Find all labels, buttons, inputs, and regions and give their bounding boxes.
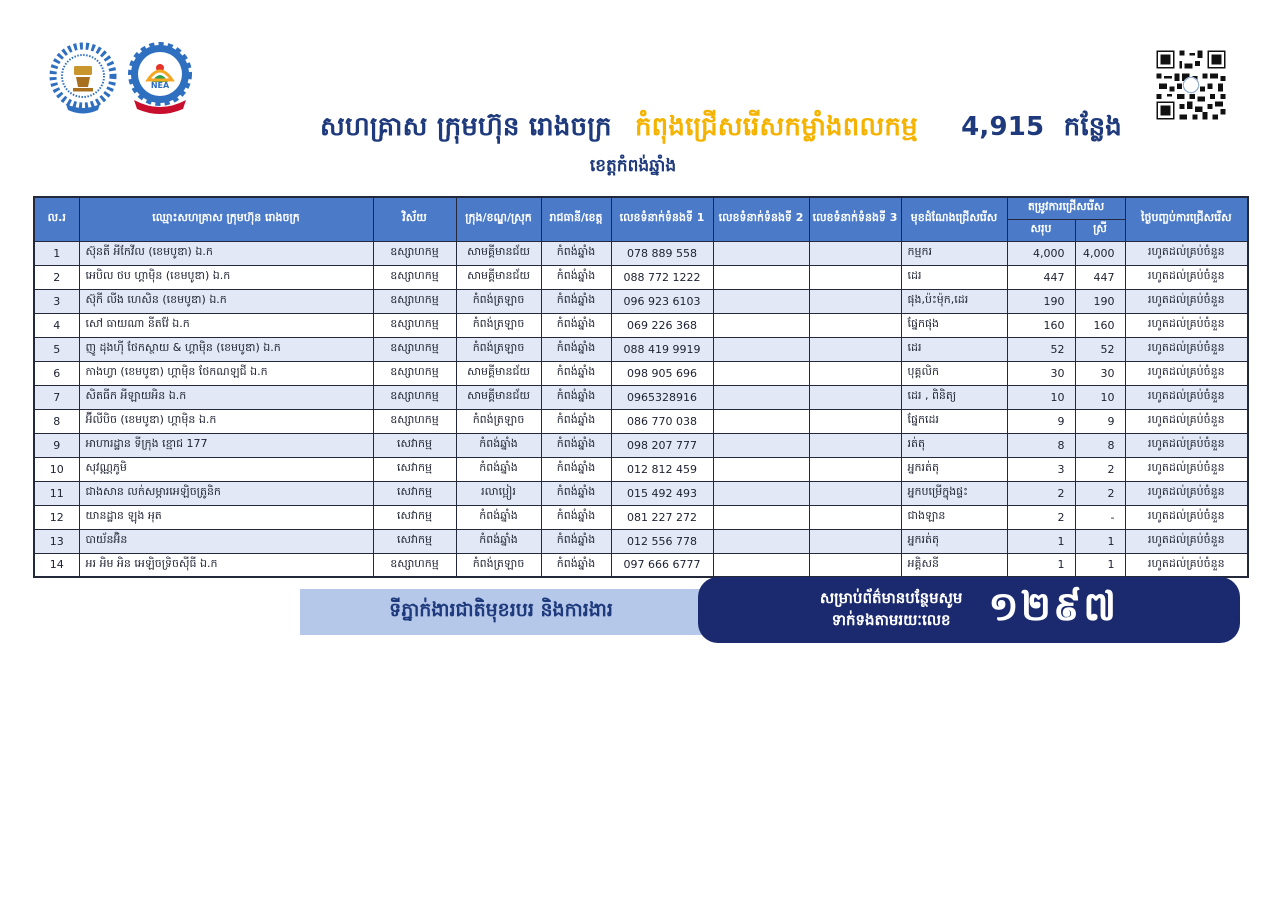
cell: 012 556 778 — [611, 529, 713, 553]
cell: ជាងសាន លក់សម្ភារអេឡិចត្រូនិក — [79, 481, 373, 505]
cell: 078 889 558 — [611, 241, 713, 265]
cell: ស៊ុនតី អីកែវីល (ខេមបូឌា) ឯ.ក — [79, 241, 373, 265]
cell: អ្នកបម្រើក្នុងផ្ទះ — [901, 481, 1007, 505]
cell: 1 — [34, 241, 79, 265]
cell — [713, 553, 809, 577]
col-header-demand-group: តម្រូវការជ្រើសរើស — [1007, 197, 1125, 219]
cell: 8 — [34, 409, 79, 433]
cell: កំពង់ត្រឡាច — [456, 337, 541, 361]
cell: 6 — [34, 361, 79, 385]
cell: សិតធីក អីឡាយអិន ឯ.ក — [79, 385, 373, 409]
col-header-province: រាជធានី/ខេត្ត — [541, 197, 611, 241]
cell: ផ្នែកផុង — [901, 313, 1007, 337]
cell: កំពង់ឆ្នាំង — [541, 337, 611, 361]
cell: កំពង់ឆ្នាំង — [456, 457, 541, 481]
cell: កំពង់ឆ្នាំង — [456, 529, 541, 553]
cell: សាមគ្គីមានជ័យ — [456, 385, 541, 409]
cell: 015 492 493 — [611, 481, 713, 505]
table-row — [34, 409, 1248, 433]
cell: 1 — [1007, 553, 1075, 577]
ministry-logo — [46, 38, 120, 120]
cell: កំពង់ត្រឡាច — [456, 289, 541, 313]
cell — [713, 313, 809, 337]
cell: 1 — [1075, 553, 1125, 577]
cell: 2 — [1075, 457, 1125, 481]
table-row — [34, 241, 1248, 265]
cell: សេវាកម្ម — [373, 457, 456, 481]
table-row — [34, 433, 1248, 457]
cell: 088 772 1222 — [611, 265, 713, 289]
cell — [713, 457, 809, 481]
table-row — [34, 265, 1248, 289]
cell: កំពង់ឆ្នាំង — [541, 481, 611, 505]
cell: 1 — [1075, 529, 1125, 553]
cell: អ្នករត់តុ — [901, 529, 1007, 553]
cell — [809, 241, 901, 265]
table-header — [34, 197, 1248, 241]
cell: រហូតដល់គ្រប់ចំនួន — [1125, 265, 1248, 289]
agency-name: ទីភ្នាក់ងារជាតិមុខរបរ និងការងារ — [389, 599, 613, 621]
cell: ឧស្សាហកម្ម — [373, 553, 456, 577]
svg-text:NEA: NEA — [150, 81, 170, 90]
cell: ឧស្សាហកម្ម — [373, 385, 456, 409]
cell — [713, 433, 809, 457]
cell: អរ អិម អិន អេឡិចទ្រិចស៊ីធី ឯ.ក — [79, 553, 373, 577]
cell: អេបិល ថប ហ្គាម៉ិន (ខេមបូឌា) ឯ.ក — [79, 265, 373, 289]
cell: រហូតដល់គ្រប់ចំនួន — [1125, 361, 1248, 385]
vacancy-count: 4,915 — [961, 112, 1045, 142]
table-row — [34, 337, 1248, 361]
table-row — [34, 361, 1248, 385]
cell: 447 — [1075, 265, 1125, 289]
table-body — [34, 241, 1248, 577]
cell: កំពង់ឆ្នាំង — [541, 433, 611, 457]
cell: 1 — [1007, 529, 1075, 553]
table-row — [34, 385, 1248, 409]
cell: 097 666 6777 — [611, 553, 713, 577]
cell: អគ្គិសនី — [901, 553, 1007, 577]
cell: សេវាកម្ម — [373, 481, 456, 505]
cell: 52 — [1007, 337, 1075, 361]
col-header-end-date: ថ្ងៃបញ្ចប់ការជ្រើសរើស — [1125, 197, 1248, 241]
cell: ឧស្សាហកម្ម — [373, 289, 456, 313]
cell: ដេរ , ពិនិត្យ — [901, 385, 1007, 409]
cell: អ៊ីលីបិច (ខេមបូឌា) ហ្គាម៉ិន ឯ.ក — [79, 409, 373, 433]
cell: 4,000 — [1075, 241, 1125, 265]
col-header-district: ក្រុង/ខណ្ឌ/ស្រុក — [456, 197, 541, 241]
cell: រហូតដល់គ្រប់ចំនួន — [1125, 385, 1248, 409]
cell — [713, 409, 809, 433]
province-subtitle: ខេត្តកំពង់ឆ្នាំង — [589, 156, 677, 176]
cell: 012 812 459 — [611, 457, 713, 481]
cell: សេវាកម្ម — [373, 505, 456, 529]
cell: កម្មករ — [901, 241, 1007, 265]
cell — [809, 505, 901, 529]
vacancy-count-suffix: កន្លែង — [1063, 112, 1122, 142]
cell: កាងហ្វា (ខេមបូឌា) ហ្គាម៉ិន ថែកណឡជី ឯ.ក — [79, 361, 373, 385]
cell: ញូ ដុងហ៊ី ថែកស្ថាយ & ហ្គាម៉ិន (ខេមបូឌា) ឯ.ក — [79, 337, 373, 361]
cell — [713, 529, 809, 553]
qr-code — [1154, 48, 1228, 122]
table-row — [34, 505, 1248, 529]
hotline-label: សម្រាប់ព័ត៌មានបន្ថែមសូម ទាក់ទងតាមរយៈលេខ — [819, 589, 963, 629]
cell: កំពង់ឆ្នាំង — [541, 313, 611, 337]
hotline-banner — [698, 577, 1240, 643]
cell: 098 905 696 — [611, 361, 713, 385]
cell: 2 — [1075, 481, 1125, 505]
nea-logo — [124, 38, 196, 120]
recruitment-table — [33, 196, 1247, 578]
cell: 52 — [1075, 337, 1125, 361]
cell: 9 — [34, 433, 79, 457]
cell: ឧស្សាហកម្ម — [373, 409, 456, 433]
cell: ដេរ — [901, 265, 1007, 289]
cell — [809, 409, 901, 433]
table-row — [34, 553, 1248, 577]
cell: រហូតដល់គ្រប់ចំនួន — [1125, 529, 1248, 553]
cell: 447 — [1007, 265, 1075, 289]
cell: សាមគ្គីមានជ័យ — [456, 265, 541, 289]
cell — [809, 337, 901, 361]
cell: បុគ្គលិក — [901, 361, 1007, 385]
cell: 088 419 9919 — [611, 337, 713, 361]
cell: សៅ ធាយណា នីតវ៉ែ ឯ.ក — [79, 313, 373, 337]
cell: 160 — [1075, 313, 1125, 337]
cell: ឧស្សាហកម្ម — [373, 337, 456, 361]
cell: ឧស្សាហកម្ម — [373, 265, 456, 289]
table-row — [34, 457, 1248, 481]
table-row — [34, 289, 1248, 313]
cell: រត់តុ — [901, 433, 1007, 457]
cell — [713, 337, 809, 361]
cell: 190 — [1007, 289, 1075, 313]
cell: រហូតដល់គ្រប់ចំនួន — [1125, 553, 1248, 577]
cell: ស៊ុកី លីង ហេសិន (ខេមបូឌា) ឯ.ក — [79, 289, 373, 313]
cell: យានដ្ឋាន ឡុង អុត — [79, 505, 373, 529]
table-row — [34, 529, 1248, 553]
cell: កំពង់ត្រឡាច — [456, 409, 541, 433]
cell: កំពង់ឆ្នាំង — [456, 505, 541, 529]
cell: 30 — [1075, 361, 1125, 385]
col-header-phone1: លេខទំនាក់ទំនងទី 1 — [611, 197, 713, 241]
cell — [713, 265, 809, 289]
col-header-sector: វិស័យ — [373, 197, 456, 241]
cell: រហូតដល់គ្រប់ចំនួន — [1125, 313, 1248, 337]
cell: រហូតដល់គ្រប់ចំនួន — [1125, 481, 1248, 505]
table-row — [34, 313, 1248, 337]
cell: រហូតដល់គ្រប់ចំនួន — [1125, 241, 1248, 265]
cell: កំពង់ត្រឡាច — [456, 313, 541, 337]
col-header-no: ល.រ — [34, 197, 79, 241]
cell: 086 770 038 — [611, 409, 713, 433]
cell: កំពង់ឆ្នាំង — [541, 289, 611, 313]
cell: 8 — [1007, 433, 1075, 457]
cell: កំពង់ត្រឡាច — [456, 553, 541, 577]
cell: កំពង់ឆ្នាំង — [541, 265, 611, 289]
cell: កំពង់ឆ្នាំង — [541, 385, 611, 409]
cell: 098 207 777 — [611, 433, 713, 457]
cell — [809, 433, 901, 457]
cell: ឧស្សាហកម្ម — [373, 313, 456, 337]
page-title — [320, 110, 1122, 148]
cell: 4,000 — [1007, 241, 1075, 265]
cell — [809, 385, 901, 409]
cell: ឧស្សាហកម្ម — [373, 361, 456, 385]
cell: បាយ័នអ៊ិន — [79, 529, 373, 553]
col-header-position: មុខដំណែងជ្រើសរើស — [901, 197, 1007, 241]
cell: ជាងឡាន — [901, 505, 1007, 529]
col-header-total: សរុប — [1007, 219, 1075, 241]
cell: 081 227 272 — [611, 505, 713, 529]
cell — [713, 505, 809, 529]
title-highlight: កំពុងជ្រើសរើសកម្លាំងពលកម្ម — [634, 112, 918, 142]
cell — [809, 313, 901, 337]
cell — [713, 361, 809, 385]
cell: កំពង់ឆ្នាំង — [541, 361, 611, 385]
cell: រហូតដល់គ្រប់ចំនួន — [1125, 505, 1248, 529]
cell: កំពង់ឆ្នាំង — [541, 409, 611, 433]
cell: 10 — [34, 457, 79, 481]
cell: សេវាកម្ម — [373, 433, 456, 457]
cell: - — [1075, 505, 1125, 529]
cell: 10 — [1075, 385, 1125, 409]
cell: រហូតដល់គ្រប់ចំនួន — [1125, 433, 1248, 457]
cell: សុវណ្ណភូមិ — [79, 457, 373, 481]
cell: កំពង់ឆ្នាំង — [541, 457, 611, 481]
cell: រហូតដល់គ្រប់ចំនួន — [1125, 409, 1248, 433]
cell: ផ្នែកដេរ — [901, 409, 1007, 433]
cell: 160 — [1007, 313, 1075, 337]
col-header-phone3: លេខទំនាក់ទំនងទី 3 — [809, 197, 901, 241]
cell: ឧស្សាហកម្ម — [373, 241, 456, 265]
cell — [713, 289, 809, 313]
cell: សាមគ្គីមានជ័យ — [456, 361, 541, 385]
cell: 2 — [34, 265, 79, 289]
col-header-female: ស្រី — [1075, 219, 1125, 241]
cell — [809, 289, 901, 313]
cell: 10 — [1007, 385, 1075, 409]
cell: កំពង់ឆ្នាំង — [456, 433, 541, 457]
cell — [713, 385, 809, 409]
cell — [713, 241, 809, 265]
cell: រហូតដល់គ្រប់ចំនួន — [1125, 337, 1248, 361]
cell: 0965328916 — [611, 385, 713, 409]
cell: សាមគ្គីមានជ័យ — [456, 241, 541, 265]
cell: សេវាកម្ម — [373, 529, 456, 553]
cell — [809, 529, 901, 553]
cell — [809, 265, 901, 289]
cell: 5 — [34, 337, 79, 361]
cell: 096 923 6103 — [611, 289, 713, 313]
cell: 069 226 368 — [611, 313, 713, 337]
table-row — [34, 481, 1248, 505]
cell: 3 — [1007, 457, 1075, 481]
cell: 30 — [1007, 361, 1075, 385]
cell: 3 — [34, 289, 79, 313]
cell: អាហារដ្ឋាន ទីក្រុង ខ្មោជ 177 — [79, 433, 373, 457]
cell: អ្នករត់តុ — [901, 457, 1007, 481]
cell: ដេរ — [901, 337, 1007, 361]
cell: 11 — [34, 481, 79, 505]
cell — [809, 361, 901, 385]
cell: 13 — [34, 529, 79, 553]
col-header-phone2: លេខទំនាក់ទំនងទី 2 — [713, 197, 809, 241]
cell: កំពង់ឆ្នាំង — [541, 529, 611, 553]
cell — [809, 553, 901, 577]
cell: ផុង,ប៉ះម៉ុក,ដេរ — [901, 289, 1007, 313]
cell — [713, 481, 809, 505]
cell — [809, 457, 901, 481]
cell: 2 — [1007, 481, 1075, 505]
cell: 2 — [1007, 505, 1075, 529]
cell: 8 — [1075, 433, 1125, 457]
cell: រហូតដល់គ្រប់ចំនួន — [1125, 457, 1248, 481]
cell: 9 — [1075, 409, 1125, 433]
cell: 9 — [1007, 409, 1075, 433]
cell: 12 — [34, 505, 79, 529]
cell — [809, 481, 901, 505]
cell: រលាប្អៀរ — [456, 481, 541, 505]
cell: 7 — [34, 385, 79, 409]
title-main: សហគ្រាស ក្រុមហ៊ុន រោងចក្រ — [320, 112, 612, 142]
col-header-name: ឈ្មោះសហគ្រាស ក្រុមហ៊ុន រោងចក្រ — [79, 197, 373, 241]
agency-banner — [300, 589, 702, 635]
cell: 190 — [1075, 289, 1125, 313]
cell: 14 — [34, 553, 79, 577]
cell: កំពង់ឆ្នាំង — [541, 505, 611, 529]
cell: កំពង់ឆ្នាំង — [541, 553, 611, 577]
hotline-number: ១២៩៧ — [988, 583, 1119, 630]
cell: 4 — [34, 313, 79, 337]
cell: កំពង់ឆ្នាំង — [541, 241, 611, 265]
cell: រហូតដល់គ្រប់ចំនួន — [1125, 289, 1248, 313]
